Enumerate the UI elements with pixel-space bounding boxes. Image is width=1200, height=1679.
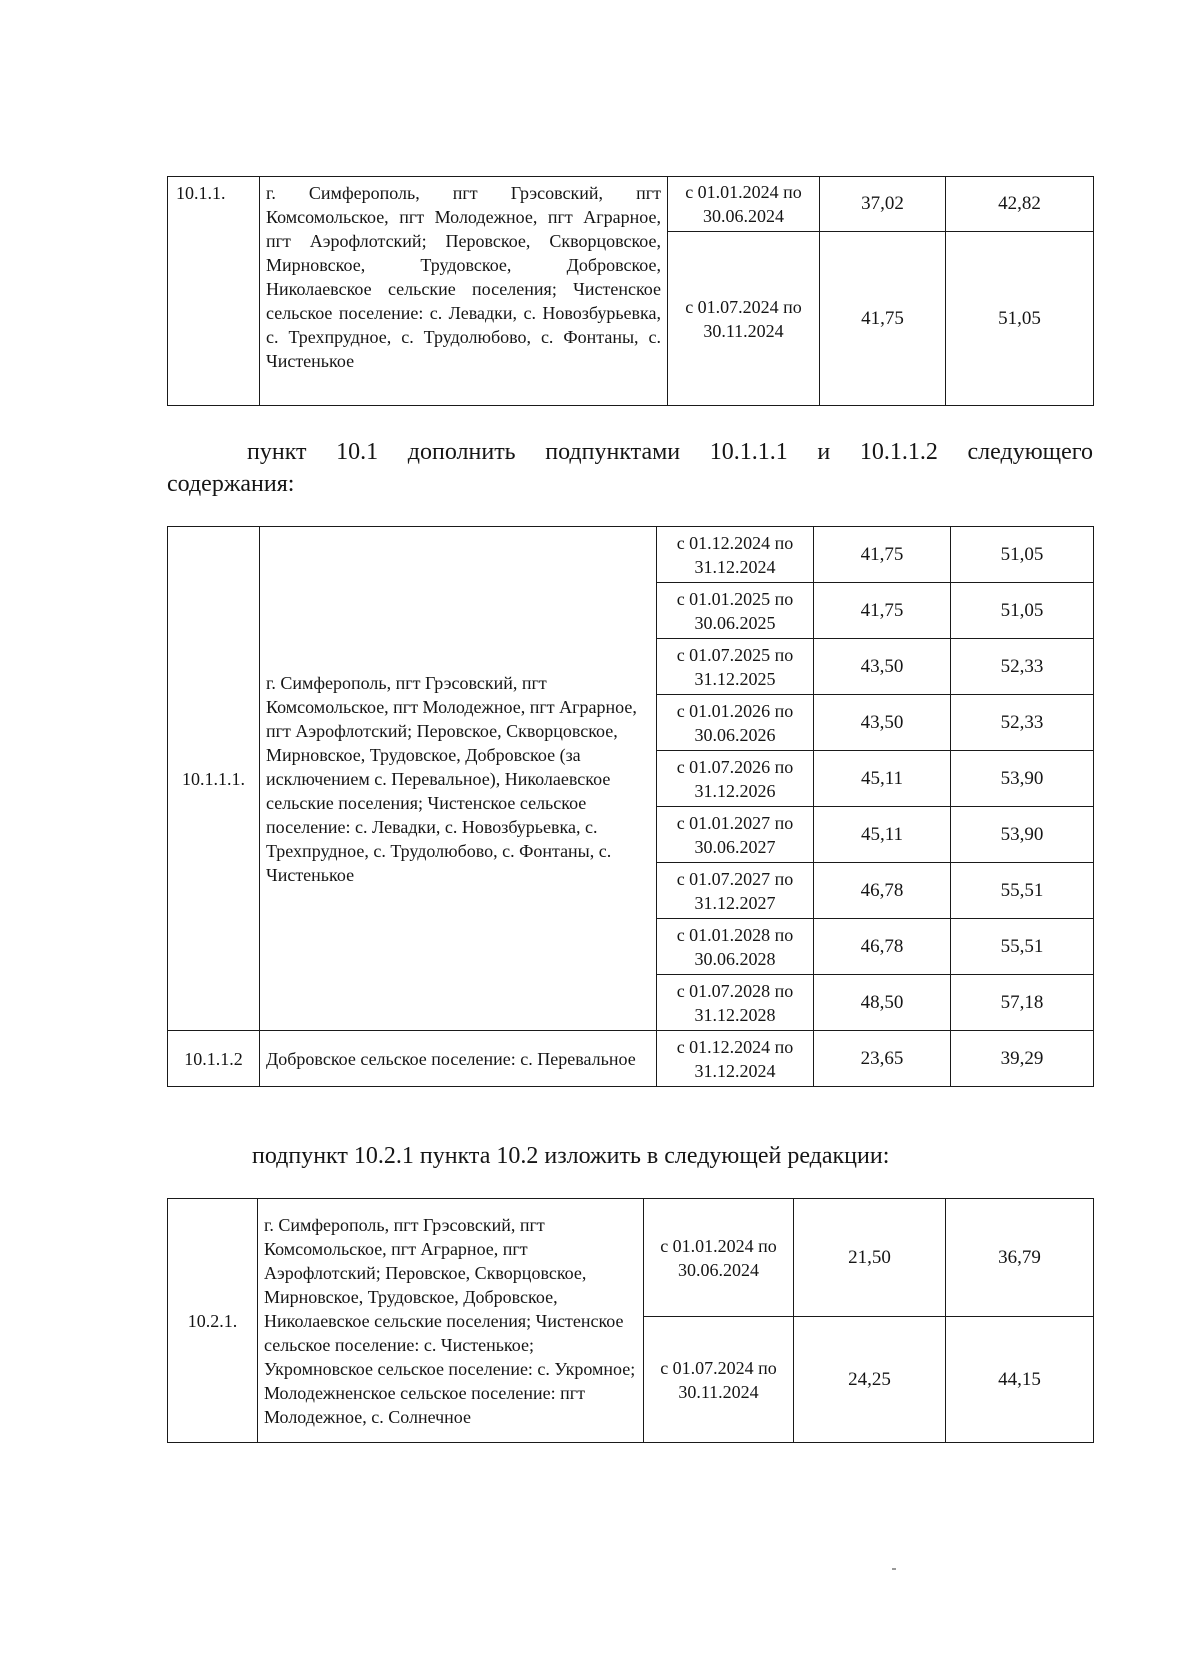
- value-2-cell: 52,33: [951, 695, 1094, 751]
- value-1-cell: 21,50: [794, 1199, 946, 1317]
- value-1-cell: 46,78: [814, 863, 951, 919]
- item-code: 10.1.1.1.: [168, 527, 260, 1031]
- period-cell: с 01.01.2026 по 30.06.2026: [657, 695, 814, 751]
- value-2-cell: 39,29: [951, 1031, 1094, 1087]
- value-2-cell: 51,05: [946, 232, 1094, 406]
- value-1-cell: 43,50: [814, 695, 951, 751]
- scan-speck: [892, 1568, 896, 1570]
- address-cell: Добровское сельское поселение: с. Перевальное: [260, 1031, 657, 1087]
- value-1-cell: 23,65: [814, 1031, 951, 1087]
- item-code: 10.1.1.2: [168, 1031, 260, 1087]
- tariff-table-10-1-1-x: [167, 526, 1094, 1087]
- tariff-table-10-2-1: [167, 1198, 1094, 1443]
- value-2-cell: 53,90: [951, 751, 1094, 807]
- period-cell: с 01.01.2028 по 30.06.2028: [657, 919, 814, 975]
- value-2-cell: 52,33: [951, 639, 1094, 695]
- value-2-cell: 51,05: [951, 527, 1094, 583]
- value-2-cell: 44,15: [946, 1317, 1094, 1443]
- period-cell: с 01.12.2024 по 31.12.2024: [657, 1031, 814, 1087]
- value-1-cell: 46,78: [814, 919, 951, 975]
- period-cell: с 01.12.2024 по 31.12.2024: [657, 527, 814, 583]
- value-1-cell: 41,75: [820, 232, 946, 406]
- table-row: [168, 527, 1094, 583]
- table-row: [168, 1199, 1094, 1317]
- value-2-cell: 53,90: [951, 807, 1094, 863]
- value-2-cell: 36,79: [946, 1199, 1094, 1317]
- value-1-cell: 48,50: [814, 975, 951, 1031]
- value-2-cell: 55,51: [951, 863, 1094, 919]
- item-code: 10.1.1.: [168, 177, 260, 406]
- period-cell: с 01.07.2025 по 31.12.2025: [657, 639, 814, 695]
- value-1-cell: 45,11: [814, 751, 951, 807]
- address-cell: г. Симферополь, пгт Грэсовский, пгт Комсомольское, пгт Аграрное, пгт Аэрофлотский; Перовское, Скворцовское, Мирновское, Трудовское, Добровское, Николаевское сельские поселения; Чистенское сельское поселение: с. Чистенькое; Укромновское сельское поселение: с. Укромное; Молодежненское сельское поселение: пгт Молодежное, с. Солнечное: [258, 1199, 644, 1443]
- table-row: [168, 177, 1094, 232]
- table-row: [168, 1031, 1094, 1087]
- address-cell: г. Симферополь, пгт Грэсовский, пгт Комсомольское, пгт Молодежное, пгт Аграрное, пгт Аэрофлотский; Перовское, Скворцовское, Мирновское, Трудовское, Добровское (за исключением с. Перевальное), Николаевское сельские поселения; Чистенское сельское поселение: с. Левадки, с. Новозбурьевка, с. Трехпрудное, с. Трудолюбово, с. Фонтаны, с. Чистенькое: [260, 527, 657, 1031]
- address-cell: г. Симферополь, пгт Грэсовский, пгт Комсомольское, пгт Молодежное, пгт Аграрное, пгт Аэрофлотский; Перовское, Скворцовское, Мирновское, Трудовское, Добровское, Николаевское сельские поселения; Чистенское сельское поселение: с. Левадки, с. Новозбурьевка, с. Трехпрудное, с. Трудолюбово, с. Фонтаны, с. Чистенькое: [260, 177, 668, 406]
- period-cell: с 01.01.2025 по 30.06.2025: [657, 583, 814, 639]
- tariff-table-10-1-1: [167, 176, 1094, 406]
- value-1-cell: 43,50: [814, 639, 951, 695]
- period-cell: с 01.07.2026 по 31.12.2026: [657, 751, 814, 807]
- period-cell: с 01.01.2027 по 30.06.2027: [657, 807, 814, 863]
- value-2-cell: 57,18: [951, 975, 1094, 1031]
- period-cell: с 01.07.2027 по 31.12.2027: [657, 863, 814, 919]
- period-cell: с 01.01.2024 по 30.06.2024: [644, 1199, 794, 1317]
- period-cell: с 01.01.2024 по 30.06.2024: [668, 177, 820, 232]
- value-2-cell: 42,82: [946, 177, 1094, 232]
- amendment-paragraph-10-1: пункт 10.1 дополнить подпунктами 10.1.1.1 и 10.1.1.2 следующего содержания:: [167, 439, 1093, 497]
- value-1-cell: 37,02: [820, 177, 946, 232]
- value-1-cell: 41,75: [814, 583, 951, 639]
- period-cell: с 01.07.2024 по 30.11.2024: [644, 1317, 794, 1443]
- amendment-paragraph-10-2: подпункт 10.2.1 пункта 10.2 изложить в следующей редакции:: [252, 1143, 890, 1169]
- value-2-cell: 55,51: [951, 919, 1094, 975]
- period-cell: с 01.07.2024 по 30.11.2024: [668, 232, 820, 406]
- item-code: 10.2.1.: [168, 1199, 258, 1443]
- period-cell: с 01.07.2028 по 31.12.2028: [657, 975, 814, 1031]
- value-1-cell: 41,75: [814, 527, 951, 583]
- value-2-cell: 51,05: [951, 583, 1094, 639]
- value-1-cell: 45,11: [814, 807, 951, 863]
- value-1-cell: 24,25: [794, 1317, 946, 1443]
